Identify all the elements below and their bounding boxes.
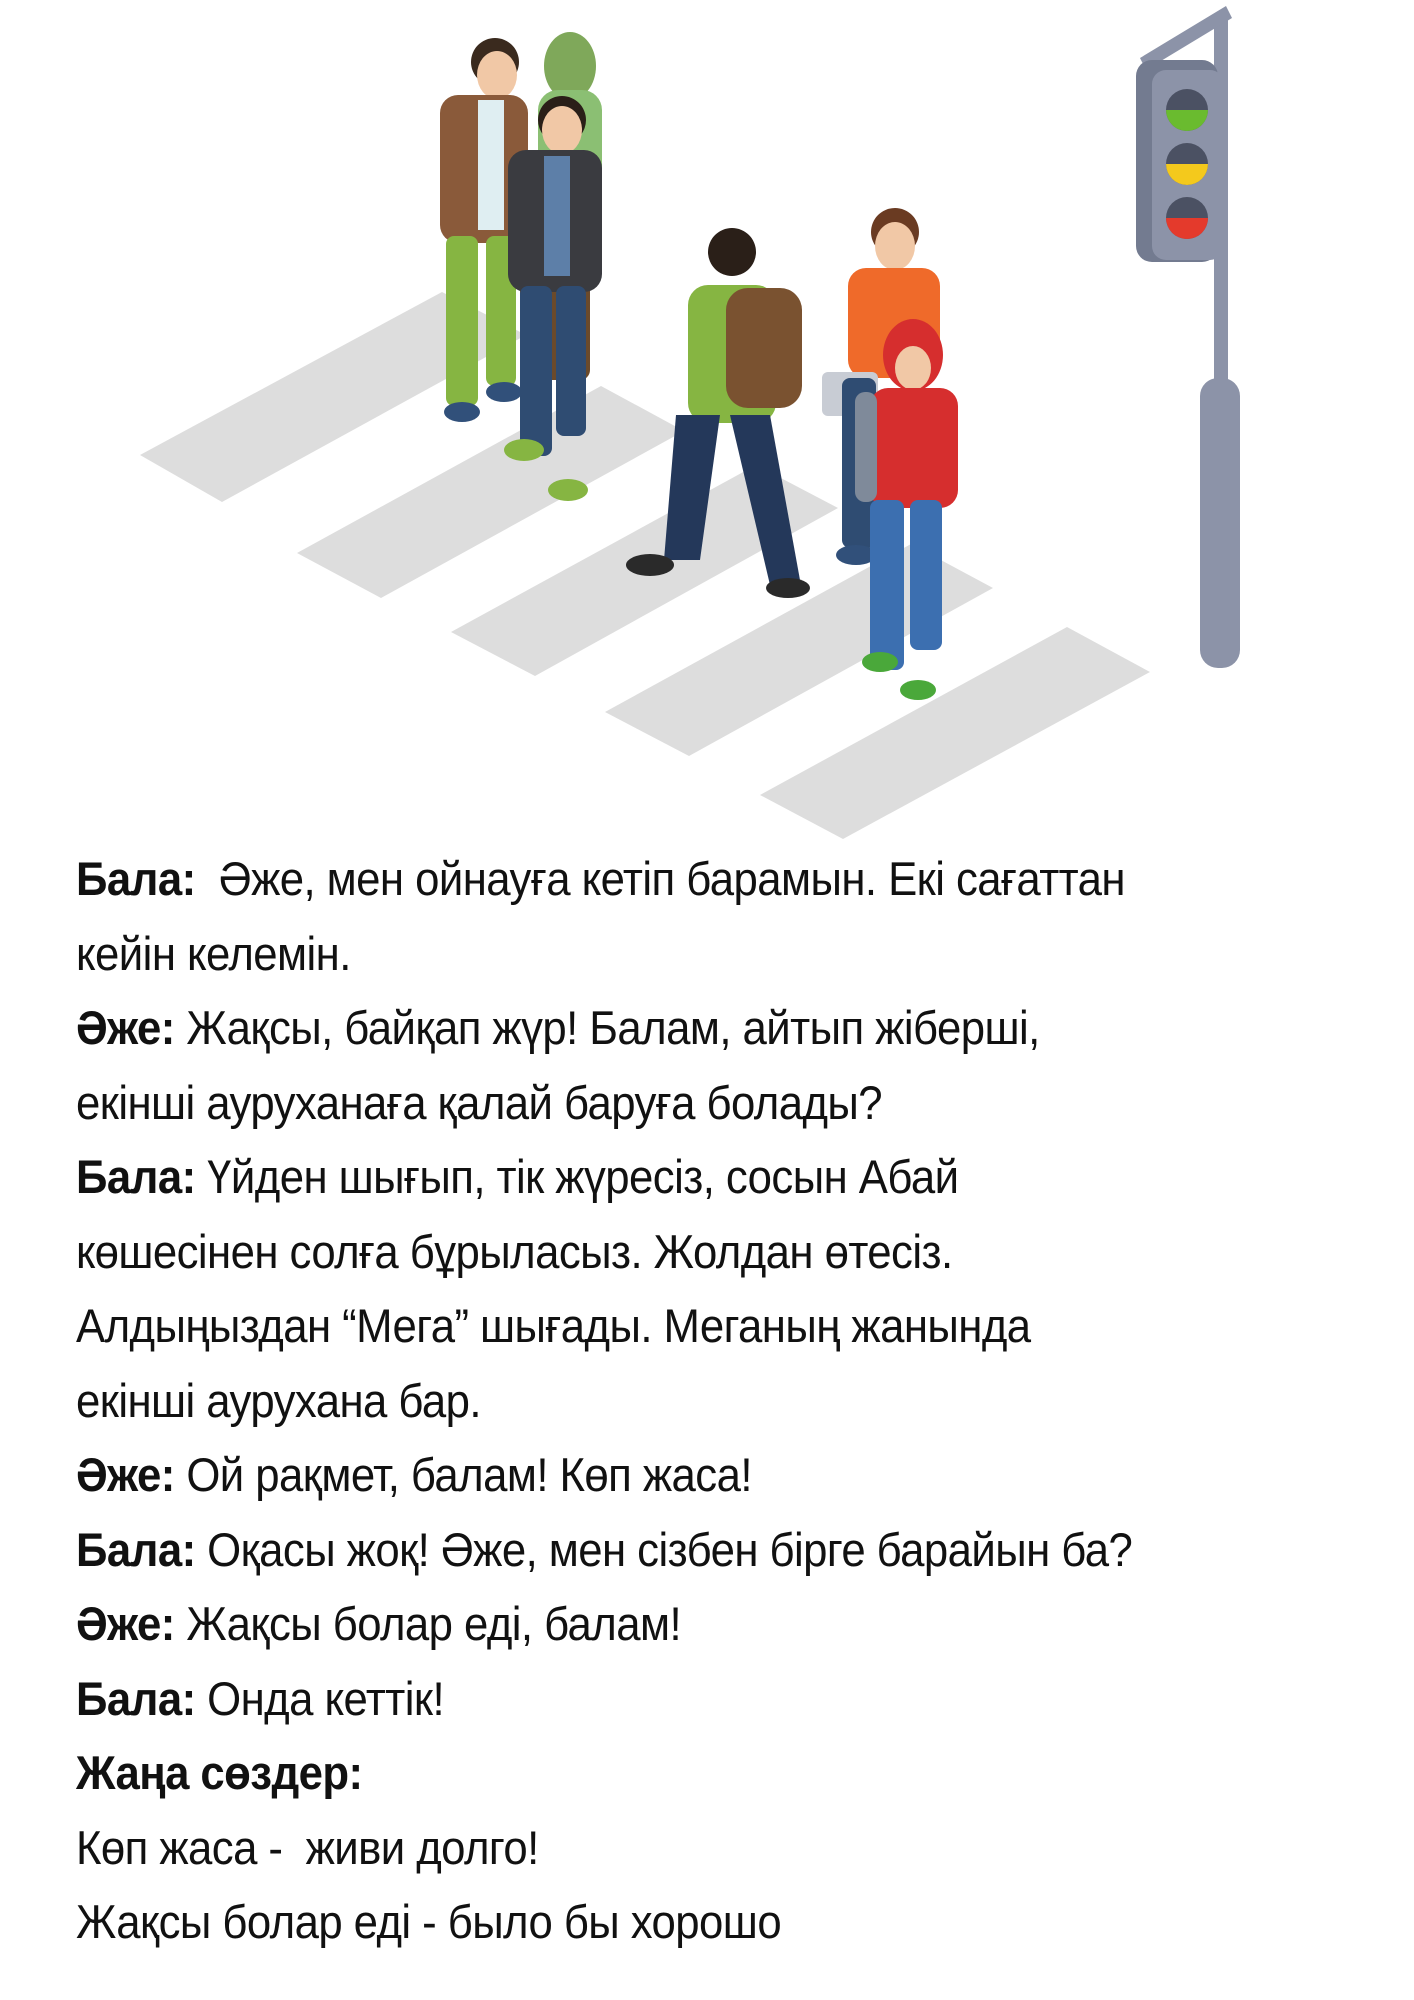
speaker-label: Әже: xyxy=(76,1448,175,1501)
dialogue-line xyxy=(76,1140,1276,1215)
dialogue-text: Үйден шығып, тік жүресіз, сосын Абай xyxy=(195,1150,959,1203)
speaker-label: Әже: xyxy=(76,1597,175,1650)
dialogue-text: Онда кеттік! xyxy=(195,1671,445,1725)
dialogue-line xyxy=(76,1066,1276,1141)
dialogue-line xyxy=(76,1513,1276,1588)
dialogue-text: Ой рақмет, балам! Көп жаса! xyxy=(174,1448,752,1501)
dialogue-line xyxy=(76,991,1276,1066)
dialogue-line xyxy=(76,1289,1276,1364)
dialogue-text: Жақсы болар еді, балам! xyxy=(174,1597,682,1650)
dialogue-line xyxy=(76,842,1276,917)
dialogue-text: Әже, мен ойнауға кетіп барамын. Екі сағаттан xyxy=(195,852,1125,905)
dialogue-text: екінші ауруханаға қалай баруға болады? xyxy=(76,1075,883,1129)
dialogue-text: Алдыңыздан “Мега” шығады. Меганың жанында xyxy=(76,1299,1031,1352)
speaker-label: Әже: xyxy=(76,1001,175,1054)
dialogue-line xyxy=(76,1587,1276,1662)
dialogue-line xyxy=(76,1215,1276,1290)
dialogue-line xyxy=(76,1662,1276,1737)
dialogue-line xyxy=(76,1438,1276,1513)
speaker-label: Бала: xyxy=(76,1150,196,1203)
dialogue-text: көшесінен солға бұрыласыз. Жолдан өтесіз. xyxy=(76,1224,953,1278)
dialogue-text: екінші аурухана бар. xyxy=(76,1373,481,1427)
dialogue-text: кейін келемін. xyxy=(76,926,351,980)
dialogue xyxy=(76,842,1366,1960)
crosswalk-illustration xyxy=(0,0,1414,860)
dialogue-line xyxy=(76,917,1276,992)
traffic-light-icon xyxy=(1136,6,1240,668)
dialogue-text: Жақсы, байқап жүр! Балам, айтып жіберші, xyxy=(174,1001,1040,1054)
dialogue-line xyxy=(76,1364,1276,1439)
dialogue-text: Оқасы жоқ! Әже, мен сізбен бірге барайын ба? xyxy=(195,1522,1133,1576)
vocabulary-item: Жақсы болар еді - было бы хорошо xyxy=(76,1895,782,1948)
speaker-label: Бала: xyxy=(76,1522,196,1576)
speaker-label: Бала: xyxy=(76,852,196,905)
vocabulary-item: Көп жаса - живи долго! xyxy=(76,1820,539,1874)
speaker-label: Бала: xyxy=(76,1671,196,1725)
vocabulary-heading: Жаңа сөздер: xyxy=(76,1746,363,1799)
